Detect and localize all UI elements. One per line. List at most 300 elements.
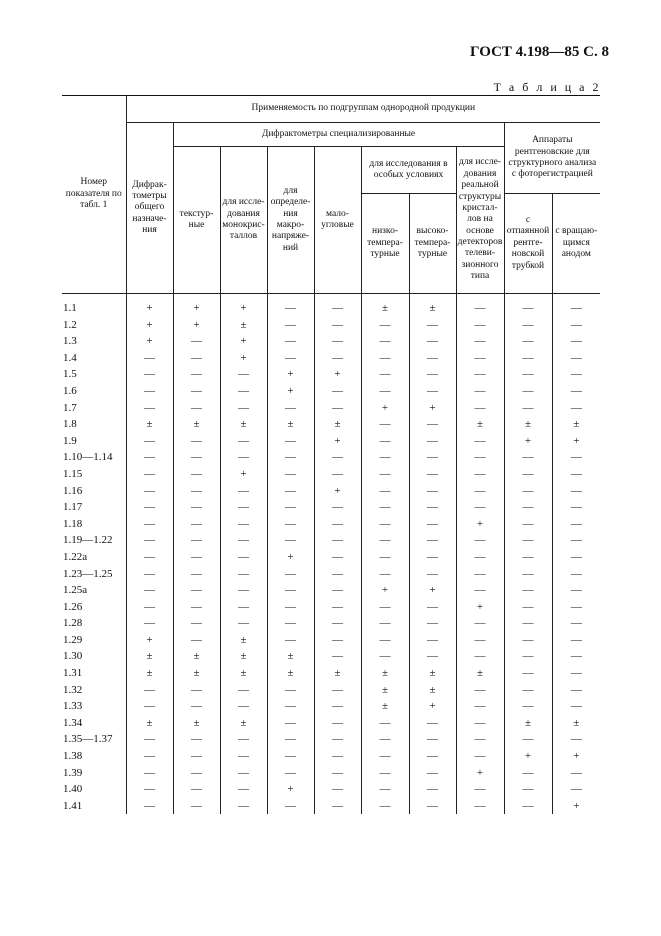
- table-cell: —: [126, 682, 173, 699]
- table-cell: +: [267, 549, 314, 566]
- table-cell: —: [504, 665, 552, 682]
- table-row: [62, 698, 600, 715]
- table-cell: —: [173, 582, 220, 599]
- table-cell: —: [552, 549, 600, 566]
- table-cell: —: [220, 698, 267, 715]
- table-cell: —: [552, 317, 600, 334]
- table-cell: +: [552, 748, 600, 765]
- table-cell: —: [504, 383, 552, 400]
- table-cell: —: [126, 516, 173, 533]
- table-cell: —: [409, 566, 456, 583]
- table-cell: —: [314, 682, 361, 699]
- table-cell: —: [314, 317, 361, 334]
- table-cell: —: [456, 483, 504, 500]
- table-row: [62, 416, 600, 433]
- table-cell: +: [220, 333, 267, 350]
- table-cell: —: [409, 516, 456, 533]
- table-cell: +: [456, 516, 504, 533]
- table-cell: —: [173, 350, 220, 367]
- row-number: 1.4: [62, 350, 126, 367]
- table-cell: —: [314, 400, 361, 417]
- table-cell: —: [552, 294, 600, 317]
- table-row: [62, 748, 600, 765]
- table-cell: —: [361, 449, 409, 466]
- table-cell: —: [173, 549, 220, 566]
- table-cell: ±: [126, 715, 173, 732]
- col-texture-header: текстур-ные: [173, 147, 220, 294]
- table-cell: ±: [220, 665, 267, 682]
- table-cell: —: [504, 366, 552, 383]
- table-row: [62, 665, 600, 682]
- table-cell: —: [409, 615, 456, 632]
- table-cell: —: [314, 698, 361, 715]
- table-cell: —: [220, 532, 267, 549]
- row-number: 1.9: [62, 433, 126, 450]
- table-cell: —: [267, 615, 314, 632]
- table-cell: —: [504, 516, 552, 533]
- table-cell: —: [314, 615, 361, 632]
- table-cell: —: [220, 483, 267, 500]
- table-cell: +: [409, 698, 456, 715]
- table-cell: —: [126, 499, 173, 516]
- table-cell: —: [361, 433, 409, 450]
- table-cell: ±: [267, 665, 314, 682]
- table-cell: —: [504, 566, 552, 583]
- row-number: 1.34: [62, 715, 126, 732]
- table-cell: —: [173, 383, 220, 400]
- table-cell: —: [314, 632, 361, 649]
- table-row: [62, 483, 600, 500]
- table-cell: ±: [220, 317, 267, 334]
- table-cell: —: [361, 516, 409, 533]
- table-cell: —: [126, 798, 173, 815]
- table-cell: ±: [126, 665, 173, 682]
- table-cell: —: [314, 383, 361, 400]
- table-cell: —: [361, 748, 409, 765]
- table-cell: ±: [314, 416, 361, 433]
- table-cell: —: [126, 549, 173, 566]
- table-cell: —: [314, 798, 361, 815]
- table-cell: ±: [361, 698, 409, 715]
- table-cell: +: [504, 433, 552, 450]
- table-cell: —: [409, 483, 456, 500]
- table-cell: —: [504, 350, 552, 367]
- table-row: [62, 294, 600, 317]
- table-cell: —: [409, 366, 456, 383]
- table-cell: +: [456, 765, 504, 782]
- table-cell: +: [173, 294, 220, 317]
- table-cell: —: [314, 748, 361, 765]
- table-cell: —: [267, 632, 314, 649]
- table-cell: —: [456, 466, 504, 483]
- table-cell: ±: [504, 715, 552, 732]
- table-cell: —: [409, 765, 456, 782]
- col-specialized-header: Дифрактометры специализированные: [173, 123, 504, 147]
- table-cell: —: [552, 582, 600, 599]
- table-cell: —: [504, 449, 552, 466]
- table-cell: ±: [220, 416, 267, 433]
- table-cell: —: [504, 549, 552, 566]
- table-cell: —: [361, 383, 409, 400]
- table-cell: —: [552, 466, 600, 483]
- table-cell: +: [314, 433, 361, 450]
- table-cell: —: [456, 294, 504, 317]
- table-cell: +: [552, 433, 600, 450]
- table-cell: —: [552, 366, 600, 383]
- table-cell: —: [456, 715, 504, 732]
- table-cell: —: [314, 466, 361, 483]
- table-cell: —: [552, 516, 600, 533]
- table-cell: —: [267, 731, 314, 748]
- table-cell: —: [361, 366, 409, 383]
- table-cell: —: [361, 566, 409, 583]
- table-cell: —: [552, 665, 600, 682]
- col-stress-header: для определе-ния макро-напряже-ний: [267, 147, 314, 294]
- table-cell: —: [220, 781, 267, 798]
- row-number: 1.19—1.22: [62, 532, 126, 549]
- document-header: ГОСТ 4.198—85 С. 8: [470, 44, 609, 60]
- table-cell: —: [552, 499, 600, 516]
- row-number: 1.40: [62, 781, 126, 798]
- row-number: 1.26: [62, 599, 126, 616]
- table-cell: —: [456, 748, 504, 765]
- table-cell: —: [173, 566, 220, 583]
- table-cell: ±: [220, 648, 267, 665]
- table-cell: —: [126, 532, 173, 549]
- table-cell: —: [314, 549, 361, 566]
- table-cell: —: [220, 499, 267, 516]
- table-cell: —: [504, 731, 552, 748]
- row-number: 1.17: [62, 499, 126, 516]
- table-cell: —: [456, 499, 504, 516]
- table-cell: —: [173, 499, 220, 516]
- table-row: [62, 798, 600, 815]
- table-cell: —: [267, 333, 314, 350]
- table-cell: —: [456, 333, 504, 350]
- table-cell: +: [552, 798, 600, 815]
- table-cell: —: [267, 532, 314, 549]
- table-cell: —: [126, 400, 173, 417]
- table-cell: —: [314, 599, 361, 616]
- table-cell: —: [173, 333, 220, 350]
- table-cell: —: [126, 765, 173, 782]
- table-cell: ±: [173, 715, 220, 732]
- table-cell: —: [409, 499, 456, 516]
- table-cell: —: [314, 294, 361, 317]
- row-number: 1.33: [62, 698, 126, 715]
- table-cell: —: [267, 449, 314, 466]
- table-cell: ±: [220, 632, 267, 649]
- table-cell: —: [409, 532, 456, 549]
- table-cell: —: [361, 715, 409, 732]
- table-cell: —: [361, 781, 409, 798]
- table-cell: —: [552, 383, 600, 400]
- table-row: [62, 549, 600, 566]
- table-cell: —: [126, 698, 173, 715]
- table-cell: ±: [361, 682, 409, 699]
- row-number: 1.22а: [62, 549, 126, 566]
- table-cell: —: [409, 549, 456, 566]
- table-cell: —: [456, 698, 504, 715]
- table-cell: —: [456, 582, 504, 599]
- table-cell: ±: [409, 682, 456, 699]
- table-cell: —: [504, 582, 552, 599]
- table-cell: —: [126, 350, 173, 367]
- table-cell: +: [267, 781, 314, 798]
- table-cell: —: [456, 549, 504, 566]
- col-sealed-header: с отпаянной рентге-новской трубкой: [504, 194, 552, 294]
- table-cell: —: [456, 632, 504, 649]
- table-cell: —: [173, 765, 220, 782]
- row-number: 1.31: [62, 665, 126, 682]
- table-cell: ±: [267, 416, 314, 433]
- row-number: 1.35—1.37: [62, 731, 126, 748]
- table-cell: —: [409, 748, 456, 765]
- table-cell: —: [361, 648, 409, 665]
- table-cell: —: [314, 532, 361, 549]
- table-cell: —: [314, 765, 361, 782]
- table-cell: —: [456, 682, 504, 699]
- table-cell: —: [267, 682, 314, 699]
- table-cell: —: [409, 648, 456, 665]
- table-cell: —: [173, 615, 220, 632]
- table-row: [62, 317, 600, 334]
- table-cell: —: [267, 466, 314, 483]
- table-cell: —: [456, 317, 504, 334]
- table-cell: ±: [361, 294, 409, 317]
- table-cell: ±: [220, 715, 267, 732]
- table-cell: —: [314, 731, 361, 748]
- table-cell: —: [220, 582, 267, 599]
- table-cell: —: [126, 566, 173, 583]
- table-cell: —: [361, 599, 409, 616]
- table-cell: —: [126, 483, 173, 500]
- table-cell: +: [126, 294, 173, 317]
- table-cell: —: [456, 615, 504, 632]
- table-row: [62, 582, 600, 599]
- table-row: [62, 566, 600, 583]
- table-cell: —: [173, 433, 220, 450]
- table-cell: —: [504, 333, 552, 350]
- table-cell: —: [361, 798, 409, 815]
- table-cell: —: [456, 731, 504, 748]
- table-cell: —: [126, 466, 173, 483]
- table-cell: —: [456, 566, 504, 583]
- table-cell: —: [220, 765, 267, 782]
- table-cell: —: [267, 400, 314, 417]
- table-row: [62, 383, 600, 400]
- table-cell: —: [173, 632, 220, 649]
- table-row: [62, 449, 600, 466]
- table-cell: —: [126, 599, 173, 616]
- table-cell: —: [267, 433, 314, 450]
- table-cell: —: [220, 549, 267, 566]
- table-cell: —: [409, 433, 456, 450]
- table-cell: —: [314, 715, 361, 732]
- table-row: [62, 433, 600, 450]
- table-cell: —: [173, 400, 220, 417]
- table-cell: —: [552, 615, 600, 632]
- table-row: [62, 516, 600, 533]
- table-cell: +: [361, 400, 409, 417]
- table-cell: —: [456, 400, 504, 417]
- table-cell: —: [552, 599, 600, 616]
- row-number: 1.29: [62, 632, 126, 649]
- table-cell: —: [267, 748, 314, 765]
- table-cell: —: [361, 483, 409, 500]
- table-row: [62, 781, 600, 798]
- table-row: [62, 599, 600, 616]
- table-cell: ±: [126, 416, 173, 433]
- row-number: 1.39: [62, 765, 126, 782]
- table-cell: —: [267, 582, 314, 599]
- table-cell: —: [314, 781, 361, 798]
- table-cell: ±: [552, 416, 600, 433]
- table-cell: —: [314, 333, 361, 350]
- table-cell: —: [456, 648, 504, 665]
- table-cell: —: [173, 532, 220, 549]
- table-cell: —: [552, 566, 600, 583]
- table-cell: —: [504, 483, 552, 500]
- table-cell: —: [173, 466, 220, 483]
- col-realstruct-header: для иссле-дования реальной структуры кристал-лов на основе детекторов телеви-зионного типа: [456, 147, 504, 294]
- table-cell: —: [220, 682, 267, 699]
- table-cell: —: [409, 798, 456, 815]
- col-hightemp-header: высоко-темпера-турные: [409, 194, 456, 294]
- table-cell: —: [314, 516, 361, 533]
- table-cell: ±: [409, 665, 456, 682]
- table-cell: +: [314, 366, 361, 383]
- table-cell: —: [361, 765, 409, 782]
- row-number: 1.8: [62, 416, 126, 433]
- table-cell: —: [409, 715, 456, 732]
- table-cell: —: [456, 449, 504, 466]
- row-number: 1.38: [62, 748, 126, 765]
- table-cell: ±: [504, 416, 552, 433]
- table-cell: —: [504, 765, 552, 782]
- row-number: 1.3: [62, 333, 126, 350]
- row-number: 1.32: [62, 682, 126, 699]
- table-cell: —: [220, 566, 267, 583]
- table-cell: +: [173, 317, 220, 334]
- table-cell: —: [456, 781, 504, 798]
- table-cell: —: [267, 483, 314, 500]
- table-row: [62, 350, 600, 367]
- table-cell: —: [361, 350, 409, 367]
- row-number: 1.2: [62, 317, 126, 334]
- table-cell: ±: [456, 665, 504, 682]
- table-cell: —: [504, 499, 552, 516]
- table-cell: —: [504, 632, 552, 649]
- col-number-header: Номер показателя по табл. 1: [62, 96, 126, 294]
- table-cell: —: [267, 798, 314, 815]
- table-cell: —: [456, 798, 504, 815]
- table-cell: —: [361, 615, 409, 632]
- row-number: 1.28: [62, 615, 126, 632]
- table-cell: —: [409, 466, 456, 483]
- table-cell: —: [173, 698, 220, 715]
- table-cell: —: [504, 400, 552, 417]
- table-cell: —: [552, 781, 600, 798]
- table-cell: +: [409, 400, 456, 417]
- table-cell: —: [173, 781, 220, 798]
- table-cell: —: [361, 416, 409, 433]
- table-cell: —: [314, 499, 361, 516]
- table-cell: +: [220, 350, 267, 367]
- table-row: [62, 532, 600, 549]
- table-row: [62, 731, 600, 748]
- row-number: 1.25а: [62, 582, 126, 599]
- row-number: 1.5: [62, 366, 126, 383]
- table-row: [62, 648, 600, 665]
- applicability-table: [62, 95, 600, 814]
- table-cell: —: [456, 433, 504, 450]
- table-cell: —: [361, 466, 409, 483]
- table-cell: —: [552, 400, 600, 417]
- table-cell: —: [126, 582, 173, 599]
- table-cell: +: [267, 383, 314, 400]
- table-cell: —: [220, 433, 267, 450]
- table-cell: +: [126, 333, 173, 350]
- table-cell: +: [314, 483, 361, 500]
- row-number: 1.1: [62, 294, 126, 317]
- table-cell: —: [409, 449, 456, 466]
- table-cell: —: [173, 748, 220, 765]
- table-cell: —: [173, 449, 220, 466]
- table-cell: —: [504, 466, 552, 483]
- table-cell: —: [126, 366, 173, 383]
- table-cell: —: [173, 798, 220, 815]
- table-cell: —: [220, 599, 267, 616]
- table-cell: —: [220, 366, 267, 383]
- table-cell: —: [361, 731, 409, 748]
- table-cell: —: [552, 483, 600, 500]
- table-cell: —: [456, 532, 504, 549]
- row-number: 1.16: [62, 483, 126, 500]
- col-photo-header: Аппараты рентгеновские для структурного анализа с фоторегистрацией: [504, 123, 600, 194]
- table-cell: +: [220, 466, 267, 483]
- table-cell: —: [220, 400, 267, 417]
- table-cell: +: [126, 317, 173, 334]
- table-cell: ±: [126, 648, 173, 665]
- table-cell: —: [409, 416, 456, 433]
- row-number: 1.30: [62, 648, 126, 665]
- row-number: 1.7: [62, 400, 126, 417]
- table-row: [62, 715, 600, 732]
- table-cell: —: [173, 516, 220, 533]
- table-cell: —: [504, 294, 552, 317]
- table-cell: —: [409, 731, 456, 748]
- col-special-header: для исследования в особых условиях: [361, 147, 456, 194]
- table-cell: —: [456, 350, 504, 367]
- table-cell: —: [126, 781, 173, 798]
- table-cell: —: [361, 333, 409, 350]
- table-cell: —: [456, 366, 504, 383]
- table-cell: ±: [552, 715, 600, 732]
- table-cell: —: [314, 449, 361, 466]
- table-cell: —: [267, 317, 314, 334]
- row-number: 1.23—1.25: [62, 566, 126, 583]
- row-number: 1.41: [62, 798, 126, 815]
- table-row: [62, 682, 600, 699]
- table-cell: —: [220, 798, 267, 815]
- table-row: [62, 632, 600, 649]
- table-cell: —: [361, 499, 409, 516]
- table-cell: —: [504, 615, 552, 632]
- table-cell: —: [409, 599, 456, 616]
- table-cell: ±: [173, 416, 220, 433]
- table-cell: +: [361, 582, 409, 599]
